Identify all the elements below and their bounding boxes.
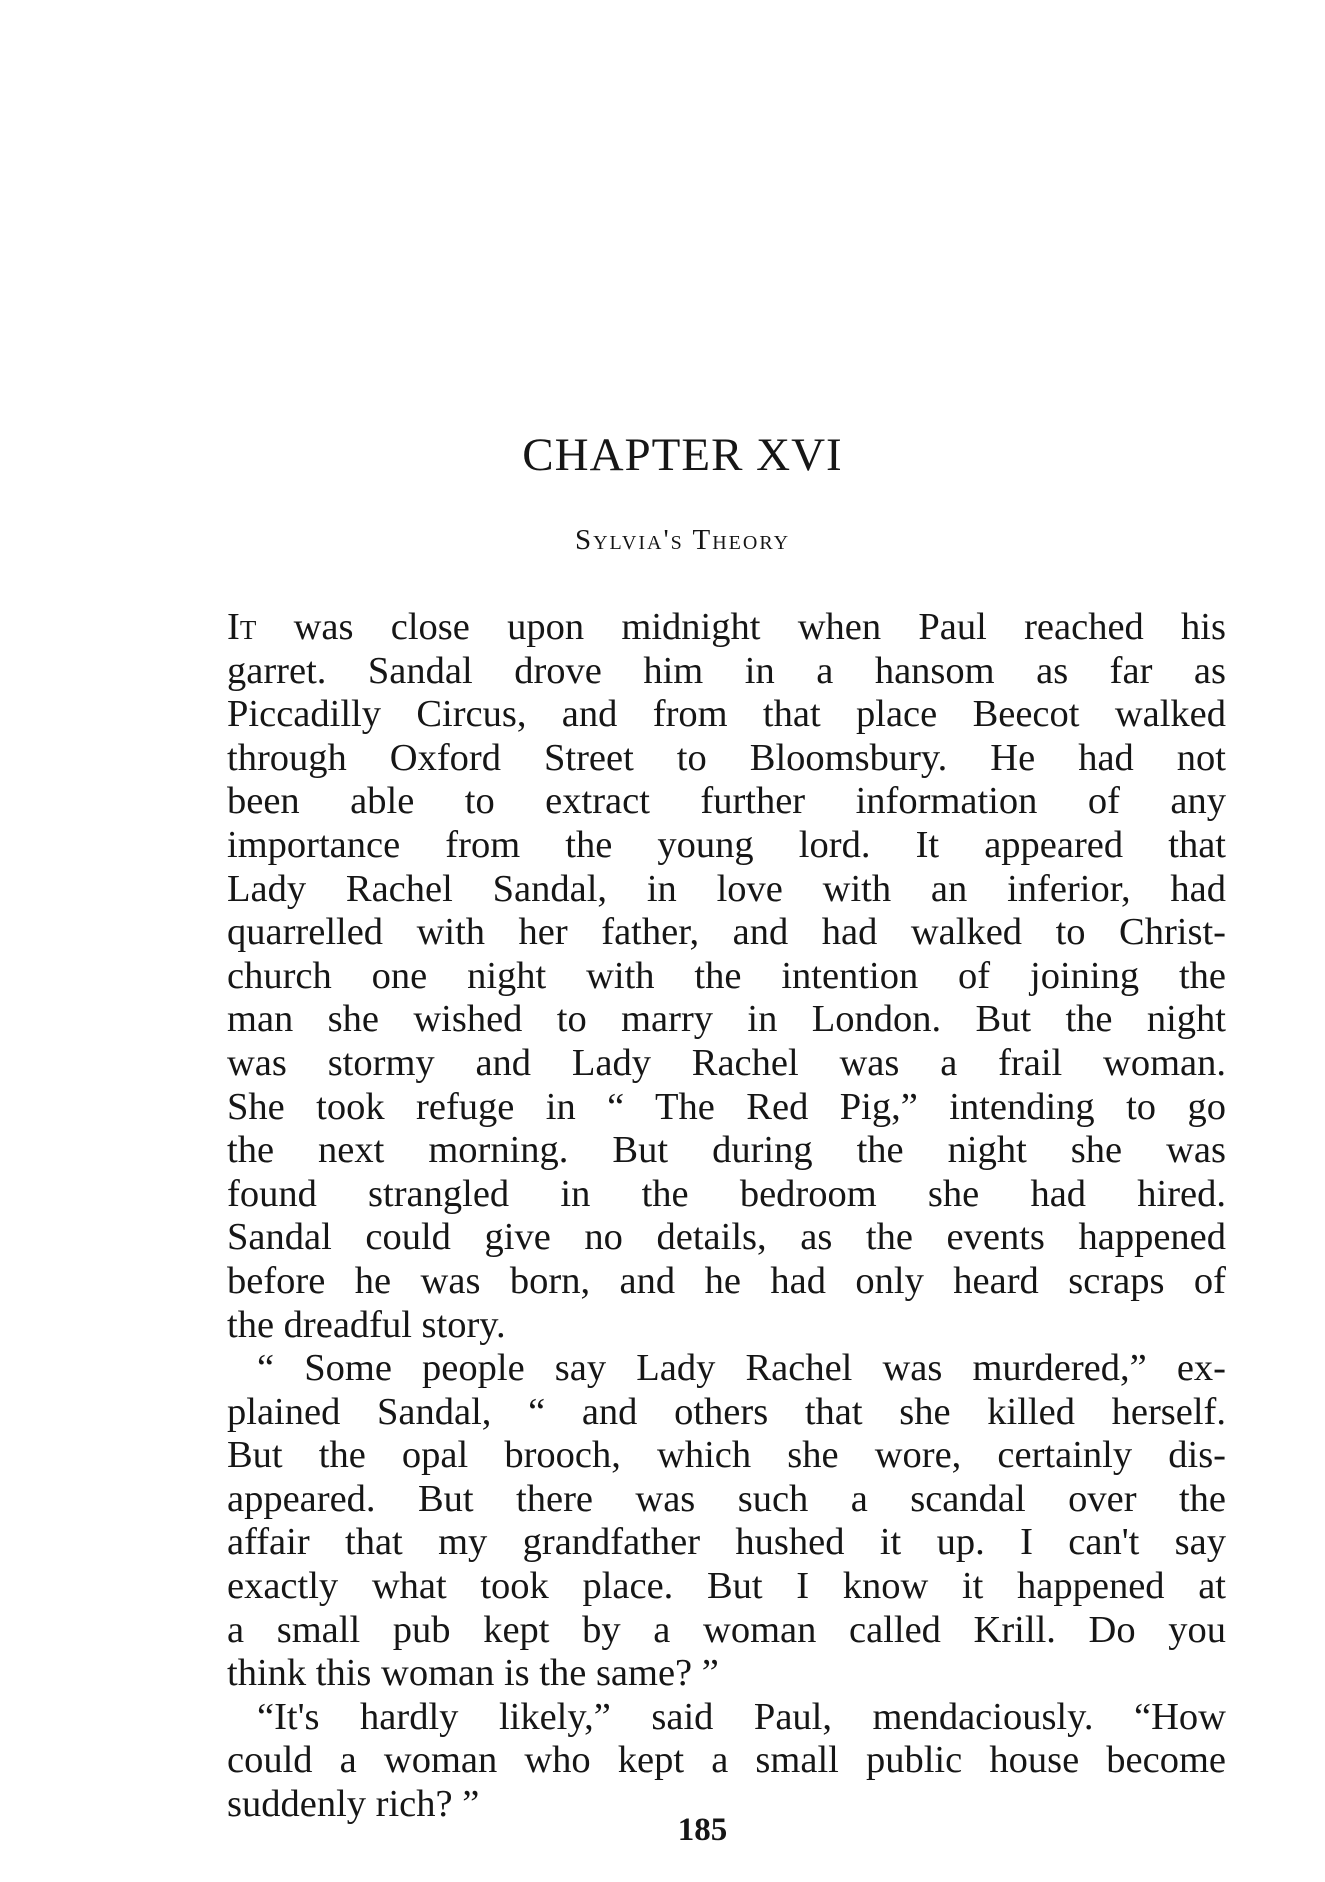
text-line: It was close upon midnight when Paul reached his (227, 606, 1226, 648)
text-line: Sandal could give no details, as the events happened (227, 1216, 1226, 1259)
text-line: Lady Rachel Sandal, in love with an inferior, had (227, 867, 1226, 910)
page-number: 185 (677, 1812, 728, 1848)
text-line: “It's hardly likely,” said Paul, mendaciously. “How (257, 1695, 1226, 1738)
text-line: found strangled in the bedroom she had hired. (227, 1172, 1226, 1215)
text-line: before he was born, and he had only heard scraps of (227, 1259, 1226, 1302)
text-line: been able to extract further information of any (227, 780, 1226, 823)
text-line: was stormy and Lady Rachel was a frail woman. (227, 1041, 1226, 1084)
paragraph (227, 1347, 1226, 1696)
text-line: think this woman is the same? ” (227, 1652, 719, 1695)
text-line: could a woman who kept a small public house become (227, 1739, 1226, 1782)
chapter-title: CHAPTER XVI (522, 429, 843, 481)
text-line: exactly what took place. But I know it happened at (227, 1565, 1226, 1608)
text-line: Piccadilly Circus, and from that place Beecot walked (227, 693, 1226, 736)
paragraph (227, 606, 1226, 1347)
text-line: appeared. But there was such a scandal over the (227, 1477, 1226, 1520)
text-line: suddenly rich? ” (227, 1783, 480, 1826)
chapter-body (227, 606, 1226, 1827)
text-line: importance from the young lord. It appeared that (227, 823, 1226, 866)
paragraph (227, 1696, 1226, 1827)
text-line: a small pub kept by a woman called Krill. Do you (227, 1608, 1226, 1651)
text-line: quarrelled with her father, and had walked to Christ- (227, 911, 1226, 954)
text-line: church one night with the intention of joining the (227, 954, 1226, 997)
text-line: garret. Sandal drove him in a hansom as far as (227, 649, 1226, 692)
text-line: But the opal brooch, which she wore, certainly dis- (227, 1434, 1226, 1477)
text-line: affair that my grandfather hushed it up. I can't say (227, 1521, 1226, 1564)
text-line: through Oxford Street to Bloomsbury. He had not (227, 736, 1226, 779)
text-line: the dreadful story. (227, 1303, 506, 1346)
drop-lead-word: It (227, 606, 257, 648)
text-line: She took refuge in “ The Red Pig,” intending to go (227, 1085, 1226, 1128)
text-line: man she wished to marry in London. But the night (227, 998, 1226, 1041)
text-line: plained Sandal, “ and others that she killed herself. (227, 1390, 1226, 1433)
chapter-subtitle: Sylvia's Theory (574, 524, 791, 556)
text-line: the next morning. But during the night she was (227, 1129, 1226, 1172)
text-line: “ Some people say Lady Rachel was murdered,” ex- (257, 1347, 1226, 1390)
